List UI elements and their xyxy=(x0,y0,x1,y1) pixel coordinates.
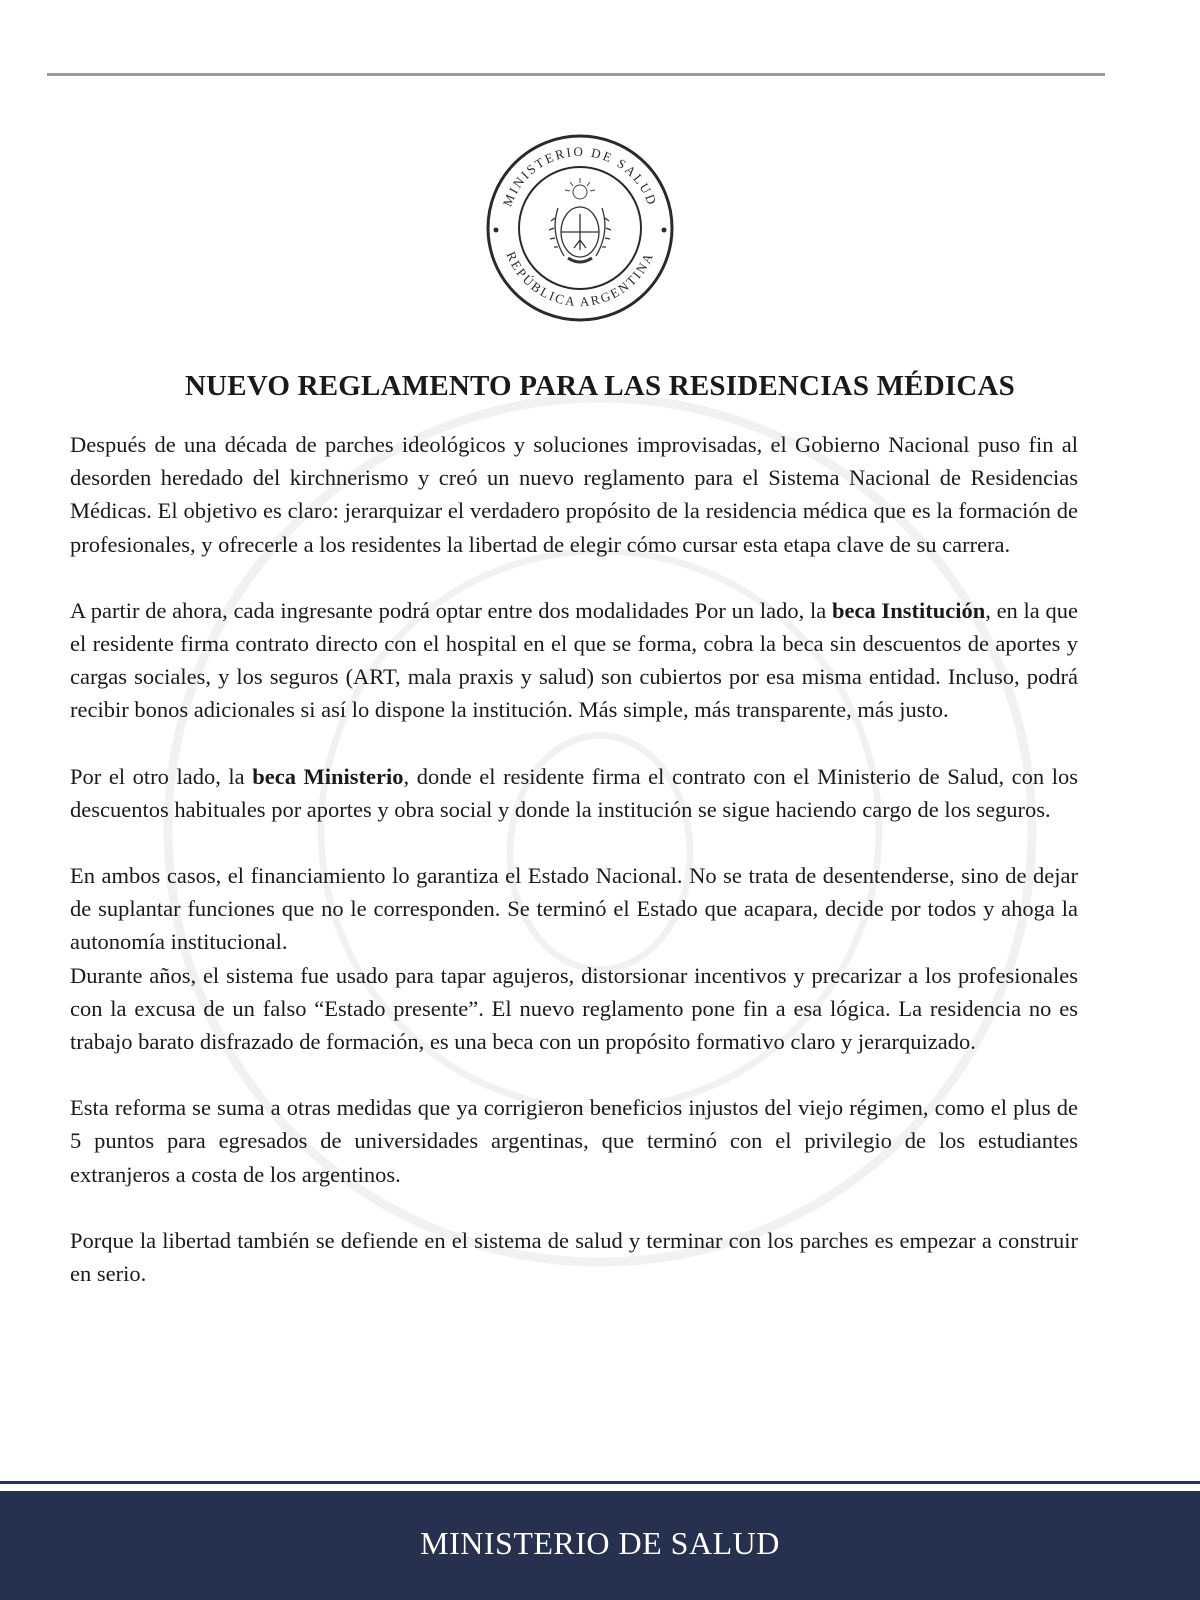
paragraph-beca-institucion: A partir de ahora, cada ingresante podrá optar entre dos modalidades Por un lado, la beca Institución, en la que el residente firma contrato directo con el hospital en el que se forma, cobra la beca sin descuentos de aportes y cargas sociales, y los seguros (ART, mala praxis y salud) son cubiertos por esa misma entidad. Incluso, podrá recibir bonos adicionales si así lo dispone la institución. Más simple, más transparente, más justo. xyxy=(70,597,1078,723)
page-title: NUEVO REGLAMENTO PARA LAS RESIDENCIAS MÉDICAS xyxy=(185,370,1015,402)
ministry-seal xyxy=(480,128,680,328)
coat-of-arms-icon xyxy=(549,207,611,262)
paragraph-durante-anos: Durante años, el sistema fue usado para tapar agujeros, distorsionar incentivos y precarizar a los profesionales con la excusa de un falso “Estado presente”. El nuevo reglamento pone fin a esa lógica. La residencia no es trabajo barato disfrazado de formación, es una beca con un propósito formativo claro y jerarquizado. xyxy=(70,962,1078,1055)
beca-institucion-term: beca Institución xyxy=(831,597,986,623)
paragraph-financiamiento: En ambos casos, el financiamiento lo garantiza el Estado Nacional. No se trata de desentenderse, sino de dejar de suplantar funciones que no le corresponden. Se terminó el Estado que acapara, decide por todos y ahoga la autonomía institucional. xyxy=(70,863,1078,955)
footer-banner xyxy=(0,1491,1200,1600)
paragraph-cierre: Porque la libertad también se defiende en el sistema de salud y terminar con los parches es empezar a construir en serio. xyxy=(70,1227,1078,1287)
seal-lower-text: REPÚBLICA ARGENTINA xyxy=(503,249,657,310)
paragraph-beca-ministerio: Por el otro lado, la beca Ministerio, donde el residente firma el contrato con el Ministerio de Salud, con los descuentos habituales por aportes y obra social y donde la institución se sigue haciendo cargo de los seguros. xyxy=(70,763,1078,822)
paragraph-reforma: Esta reforma se suma a otras medidas que ya corrigieron beneficios injustos del viejo régimen, como el plus de 5 puntos para egresados de universidades argentinas, que terminó con el privilegio de los estudiantes extranjeros a costa de los argentinos. xyxy=(70,1095,1078,1187)
footer-divider xyxy=(0,1481,1200,1484)
paragraph-intro: Después de una década de parches ideológicos y soluciones improvisadas, el Gobierno Nacional puso fin al desorden heredado del kirchnerismo y creó un nuevo reglamento para el Sistema Nacional de Residencias Médicas. El objetivo es claro: jerarquizar el verdadero propósito de la residencia médica que es la formación de profesionales, y ofrecerle a los residentes la libertad de elegir cómo cursar esta etapa clave de su carrera. xyxy=(70,432,1078,557)
sun-icon xyxy=(565,178,595,199)
footer-label: MINISTERIO DE SALUD xyxy=(420,1525,780,1561)
article-body xyxy=(70,428,1078,1323)
seal-upper-text: MINISTERIO DE SALUD xyxy=(499,143,661,209)
top-divider xyxy=(47,73,1105,76)
beca-ministerio-term: beca Ministerio xyxy=(252,763,404,789)
